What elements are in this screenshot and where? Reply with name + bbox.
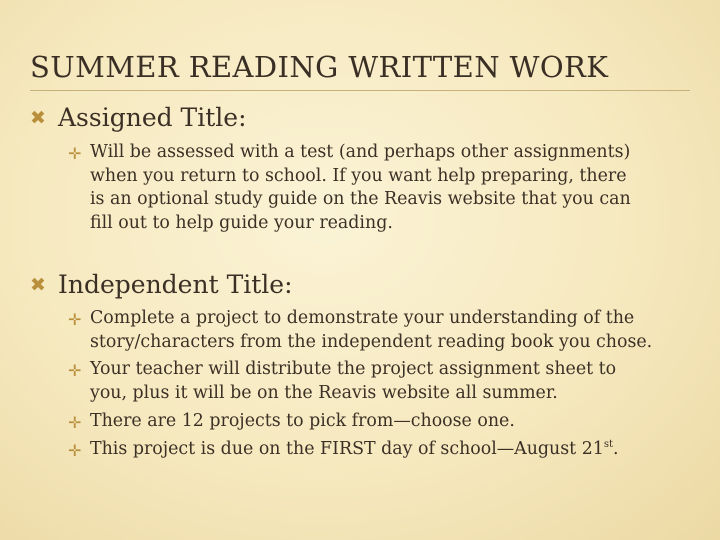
plus-icon: ✛ xyxy=(68,361,82,380)
plus-icon: ✛ xyxy=(68,441,82,460)
plus-icon: ✛ xyxy=(68,413,82,432)
plus-icon: ✛ xyxy=(68,144,82,163)
slide-title: SUMMER READING WRITTEN WORK xyxy=(30,50,609,84)
section-heading: Assigned Title: xyxy=(58,103,247,132)
point-text xyxy=(90,141,631,235)
section-heading: Independent Title: xyxy=(58,270,293,299)
section-assigned-title xyxy=(30,103,247,133)
point-text xyxy=(90,307,652,354)
point-text xyxy=(90,358,616,405)
x-mark-icon: ✖ xyxy=(30,107,46,129)
plus-icon: ✛ xyxy=(68,310,82,329)
text-line: Your teacher will distribute the project assignment sheet to xyxy=(90,359,617,379)
section-independent-title xyxy=(30,270,293,300)
x-mark-icon: ✖ xyxy=(30,274,46,296)
title-underline xyxy=(30,90,690,91)
text-line xyxy=(90,438,619,462)
text-line: Will be assessed with a test (and perhaps other assignments) xyxy=(90,142,631,162)
sentence-period: . xyxy=(612,439,619,459)
text-line: is an optional study guide on the Reavis website that you can xyxy=(90,189,631,209)
text-line: you, plus it will be on the Reavis website all summer. xyxy=(90,382,558,403)
point-text xyxy=(90,410,515,434)
text-line: Complete a project to demonstrate your understanding of the xyxy=(90,308,635,328)
text-line: There are 12 projects to pick from—choose one. xyxy=(90,411,515,431)
due-date-text: This project is due on the FIRST day of school—August 21 xyxy=(90,439,604,459)
ordinal-suffix: st xyxy=(603,439,613,451)
point-text xyxy=(90,438,619,462)
text-line: story/characters from the independent reading book you chose. xyxy=(90,331,653,352)
text-line: when you return to school. If you want help preparing, there xyxy=(90,165,627,186)
text-line: fill out to help guide your reading. xyxy=(90,212,393,233)
